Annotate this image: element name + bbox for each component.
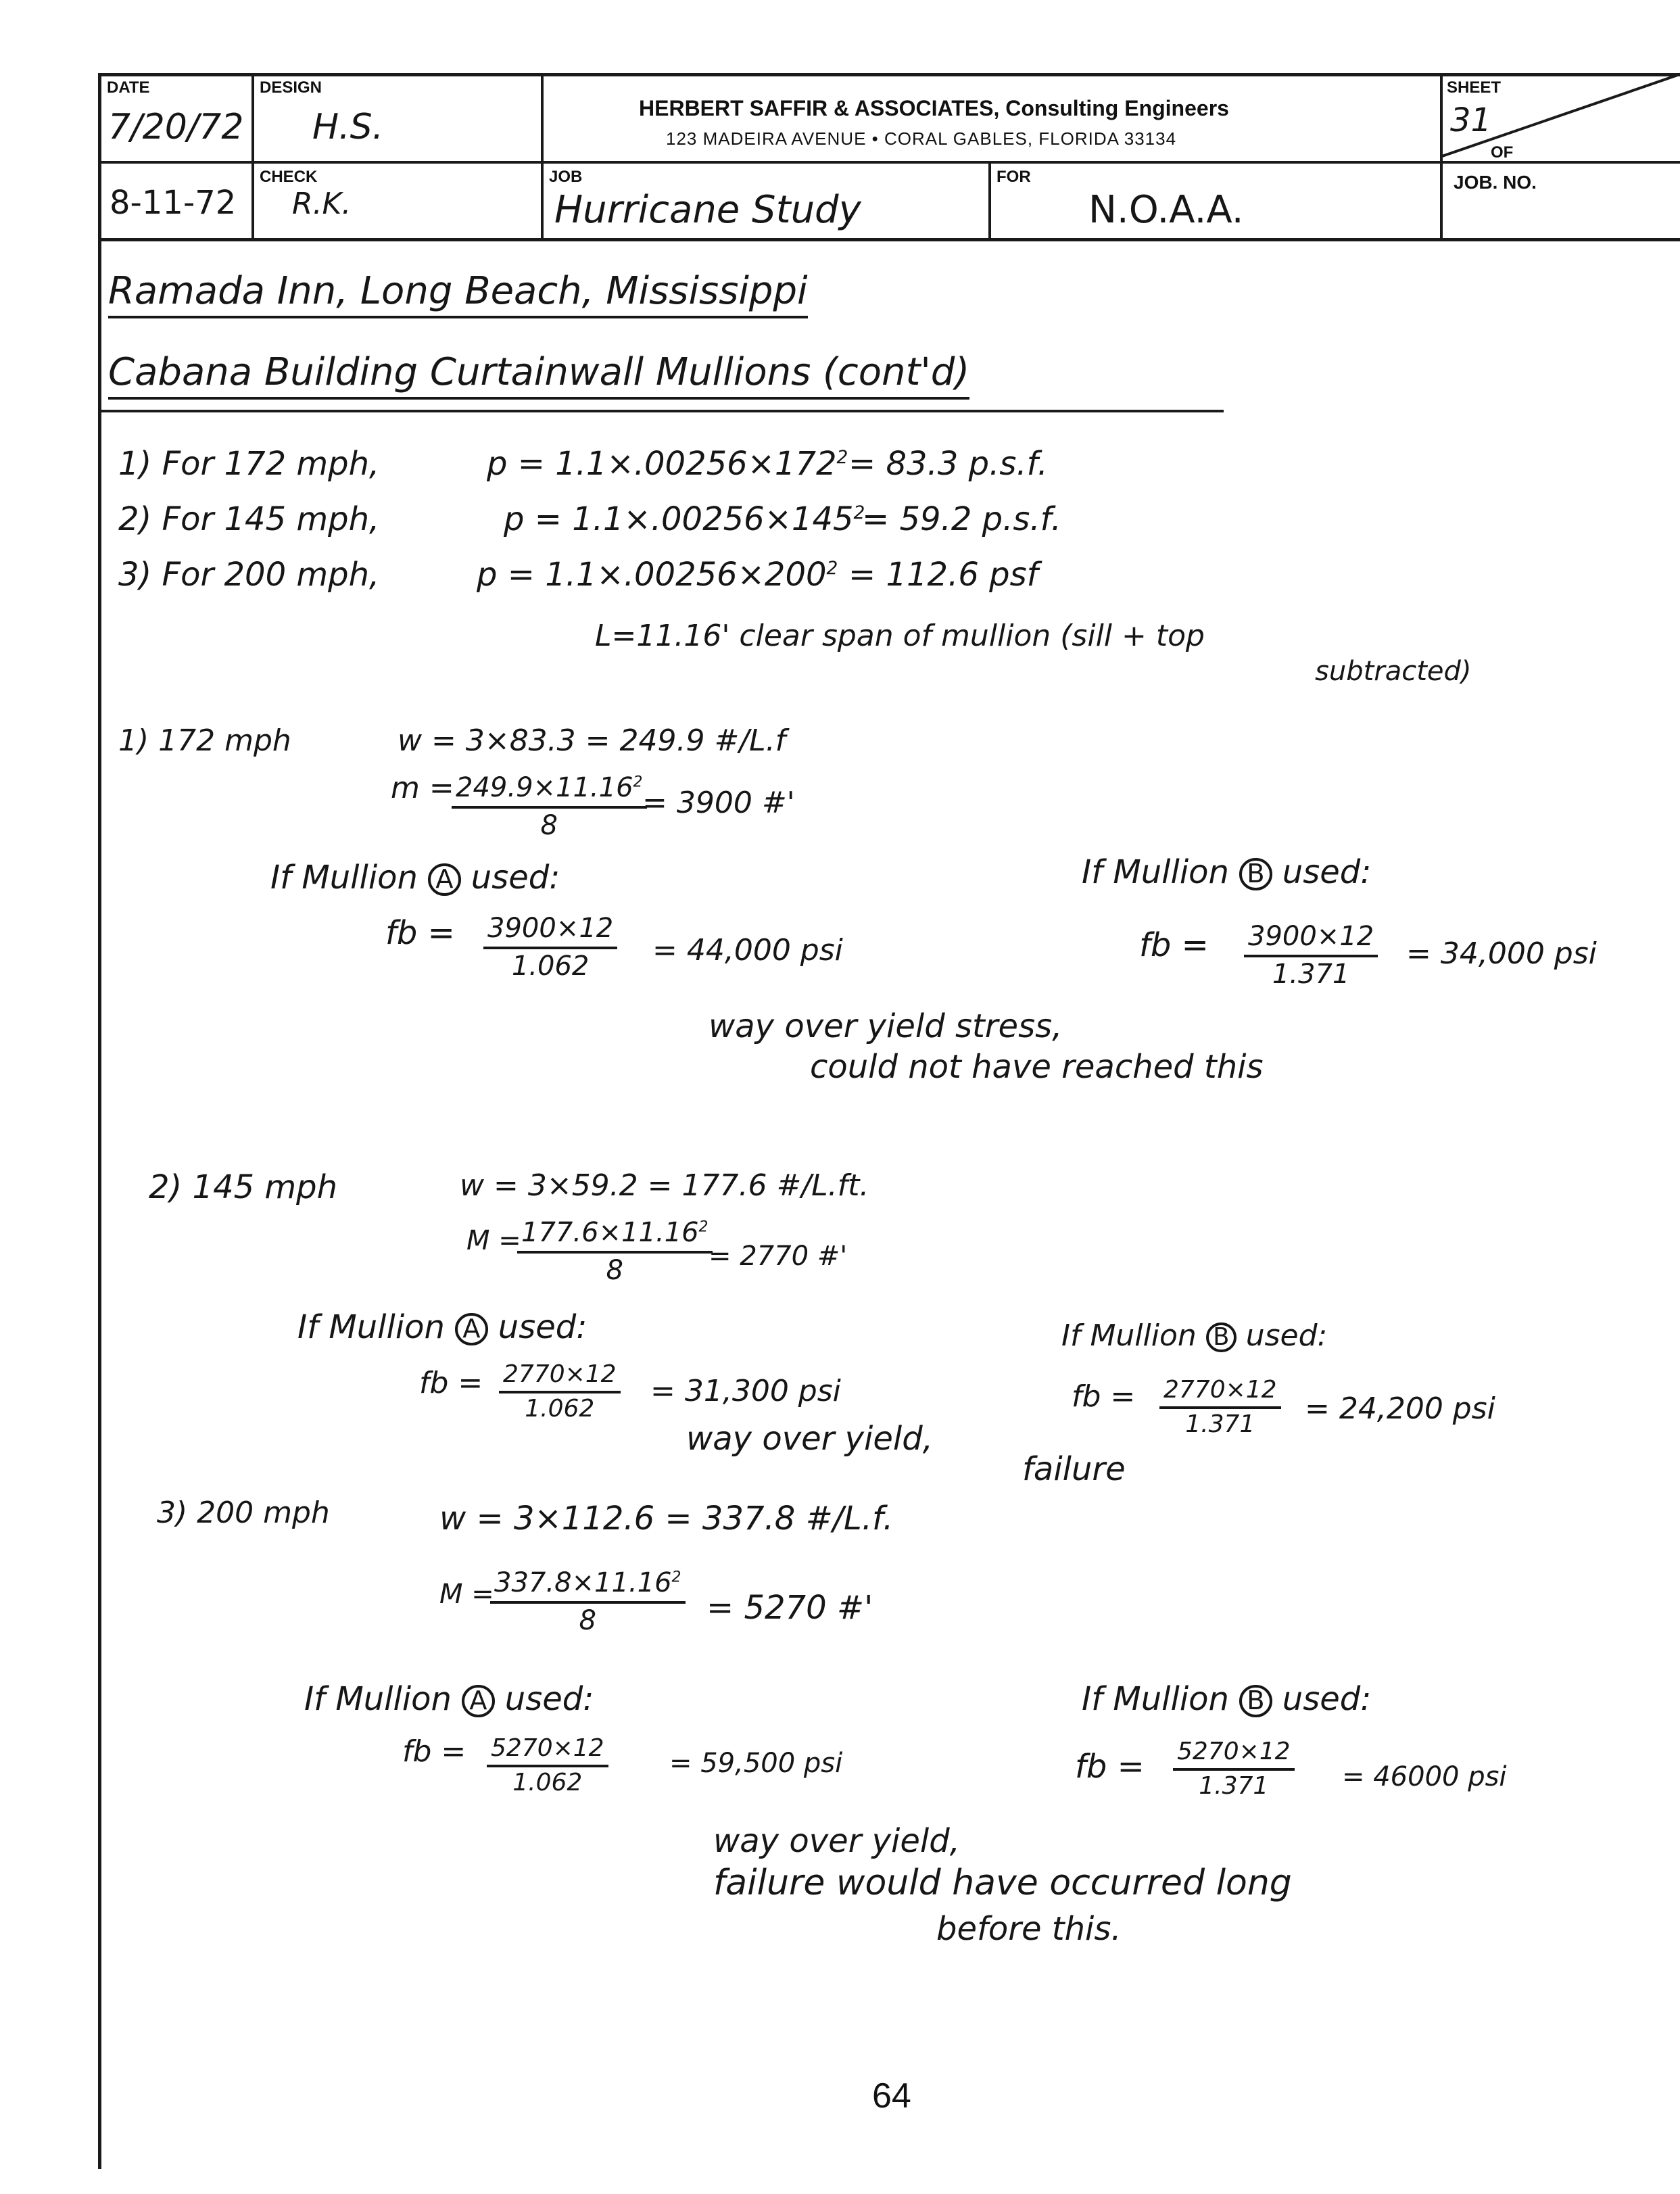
case-2-a-fraction — [499, 1360, 621, 1423]
case-3-mullion-a-heading: If Mullion A used: — [304, 1680, 594, 1718]
case-1-mullion-b-heading: If Mullion B used: — [1082, 853, 1372, 891]
mullion-b-marker: B — [1206, 1322, 1237, 1353]
pressure-3-equation: $p = 1.1\times.00256\times 200^2$ — [477, 556, 838, 594]
case-1-note-line-1: way over yield stress, — [709, 1007, 1063, 1045]
page-number: 64 — [872, 2076, 911, 2116]
check-value: R.K. — [292, 187, 352, 221]
case-2-moment-denominator: 8 — [606, 1255, 623, 1286]
case-3-note-line-1: way over yield, — [713, 1822, 960, 1860]
mullion-b-marker: B — [1239, 1685, 1272, 1717]
case-3-b-numerator: 5270×12 — [1173, 1738, 1295, 1771]
case-2-a-result: = 31,300 psi — [650, 1374, 841, 1408]
span-note-continued: subtracted) — [1315, 656, 1472, 687]
case-1-a-fraction — [483, 913, 617, 982]
case-1-note-line-2: could not have reached this — [810, 1048, 1264, 1086]
check-label: CHECK — [260, 168, 318, 186]
title-subject: Cabana Building Curtainwall Mullions (cont'd) — [108, 350, 969, 400]
case-1-label: 1) 172 mph — [118, 723, 291, 758]
case-2-moment-prefix: M = — [466, 1225, 521, 1256]
check-date: 8-11-72 — [110, 184, 237, 222]
header-divider-1 — [251, 73, 254, 239]
title-rule — [101, 410, 1224, 412]
case-3-moment-fraction — [490, 1567, 686, 1636]
sheet-value: 31 — [1450, 101, 1492, 139]
case-1-moment-prefix: m = — [391, 771, 454, 805]
case-2-a-denominator: 1.062 — [525, 1395, 595, 1423]
sheet-label: SHEET — [1447, 78, 1502, 97]
case-3-moment-result: = 5270 #' — [706, 1589, 873, 1627]
pressure-2-result: = 59.2 p.s.f. — [862, 500, 1061, 538]
mullion-a-marker: A — [428, 863, 460, 896]
case-3-label: 3) 200 mph — [157, 1496, 330, 1530]
case-2-note-line-2: failure — [1022, 1450, 1126, 1488]
pressure-2-label: 2) For 145 mph, — [118, 500, 380, 538]
of-label: OF — [1491, 143, 1514, 162]
for-value: N.O.A.A. — [1088, 188, 1244, 232]
job-label: JOB — [549, 168, 583, 186]
case-3-moment-prefix: M = — [439, 1579, 494, 1610]
pressure-1-label: 1) For 172 mph, — [118, 445, 380, 483]
mullion-a-marker: A — [455, 1313, 487, 1345]
case-3-b-denominator: 1.371 — [1199, 1772, 1269, 1800]
case-2-mullion-a-heading: If Mullion A used: — [297, 1308, 587, 1346]
header-divider-3 — [988, 162, 991, 239]
design-value: H.S. — [312, 107, 384, 147]
case-1-b-fb: fb = — [1139, 926, 1209, 964]
case-3-load: w = 3×112.6 = 337.8 #/L.f. — [439, 1500, 894, 1537]
case-3-b-result: = 46000 psi — [1342, 1761, 1507, 1792]
case-3-mullion-b-heading: If Mullion B used: — [1082, 1680, 1372, 1718]
case-1-moment-denominator: 8 — [540, 810, 558, 841]
case-3-moment-denominator: 8 — [579, 1605, 596, 1636]
case-3-note-line-2: failure would have occurred long — [713, 1863, 1292, 1903]
job-value: Hurricane Study — [554, 188, 861, 232]
date-value: 7/20/72 — [108, 107, 244, 147]
case-2-note-line-1: way over yield, — [686, 1420, 933, 1458]
case-1-b-fraction — [1244, 921, 1378, 990]
case-2-a-fb: fb = — [419, 1366, 483, 1400]
header-mid-border — [98, 161, 1680, 164]
case-1-b-denominator: 1.371 — [1272, 959, 1350, 990]
title-location: Ramada Inn, Long Beach, Mississippi — [108, 269, 808, 318]
case-1-load: w = 3×83.3 = 249.9 #/L.f — [398, 723, 786, 758]
case-1-moment-fraction — [452, 772, 647, 841]
case-1-a-fb: fb = — [385, 914, 455, 952]
case-2-label: 2) 145 mph — [149, 1168, 338, 1206]
case-3-moment-numerator: $337.8\times 11.16^2$ — [490, 1567, 686, 1604]
case-2-moment-fraction — [517, 1217, 713, 1286]
pressure-2-equation: $p = 1.1\times.00256\times 145^2$ — [504, 500, 865, 538]
firm-address: 123 MADEIRA AVENUE • CORAL GABLES, FLORIDA 33134 — [666, 128, 1177, 149]
case-3-a-result: = 59,500 psi — [669, 1748, 843, 1779]
date-label: DATE — [107, 78, 150, 97]
case-2-b-denominator: 1.371 — [1185, 1410, 1255, 1438]
mullion-b-marker: B — [1239, 858, 1272, 890]
left-page-border — [98, 73, 101, 2169]
case-3-a-denominator: 1.062 — [512, 1769, 583, 1796]
header-divider-2 — [541, 73, 544, 239]
case-2-moment-result: = 2770 #' — [709, 1241, 848, 1272]
pressure-1-equation: $p = 1.1\times.00256\times 172^2$ — [487, 445, 848, 483]
design-label: DESIGN — [260, 78, 322, 97]
case-2-moment-numerator: $177.6\times 11.16^2$ — [517, 1217, 713, 1254]
case-3-note-line-3: before this. — [936, 1910, 1122, 1948]
header-bottom-border — [98, 238, 1680, 241]
case-2-b-result: = 24,200 psi — [1305, 1391, 1495, 1426]
case-1-a-numerator: 3900×12 — [483, 913, 617, 949]
mullion-a-marker: A — [462, 1685, 494, 1717]
case-1-moment-result: = 3900 #' — [642, 786, 795, 820]
case-2-load: w = 3×59.2 = 177.6 #/L.ft. — [460, 1168, 869, 1203]
case-1-a-result: = 44,000 psi — [652, 933, 843, 968]
case-3-b-fraction — [1173, 1738, 1295, 1800]
for-label: FOR — [997, 168, 1031, 186]
case-1-b-numerator: 3900×12 — [1244, 921, 1378, 957]
case-1-b-result: = 34,000 psi — [1406, 936, 1597, 971]
case-3-a-fb: fb = — [402, 1734, 466, 1769]
firm-name: HERBERT SAFFIR & ASSOCIATES, Consulting Engineers — [639, 96, 1229, 120]
case-1-mullion-a-heading: If Mullion A used: — [270, 859, 560, 897]
case-2-b-numerator: 2770×12 — [1159, 1376, 1281, 1409]
case-1-a-denominator: 1.062 — [511, 951, 590, 982]
pressure-3-result: = 112.6 psf — [848, 556, 1038, 594]
case-2-mullion-b-heading: If Mullion B used: — [1061, 1318, 1328, 1353]
pressure-3-label: 3) For 200 mph, — [118, 556, 380, 594]
case-2-b-fraction — [1159, 1376, 1281, 1438]
pressure-1-result: = 83.3 p.s.f. — [848, 445, 1048, 483]
job-number-label: JOB. NO. — [1454, 172, 1537, 193]
case-1-moment-numerator: $249.9\times 11.16^2$ — [452, 772, 647, 809]
case-3-a-numerator: 5270×12 — [487, 1734, 608, 1767]
case-2-a-numerator: 2770×12 — [499, 1360, 621, 1393]
header-top-border — [98, 73, 1680, 76]
case-2-b-fb: fb = — [1072, 1379, 1136, 1414]
span-note: L=11.16' clear span of mullion (sill + top — [595, 619, 1205, 653]
case-3-b-fb: fb = — [1075, 1748, 1145, 1786]
case-3-a-fraction — [487, 1734, 608, 1796]
